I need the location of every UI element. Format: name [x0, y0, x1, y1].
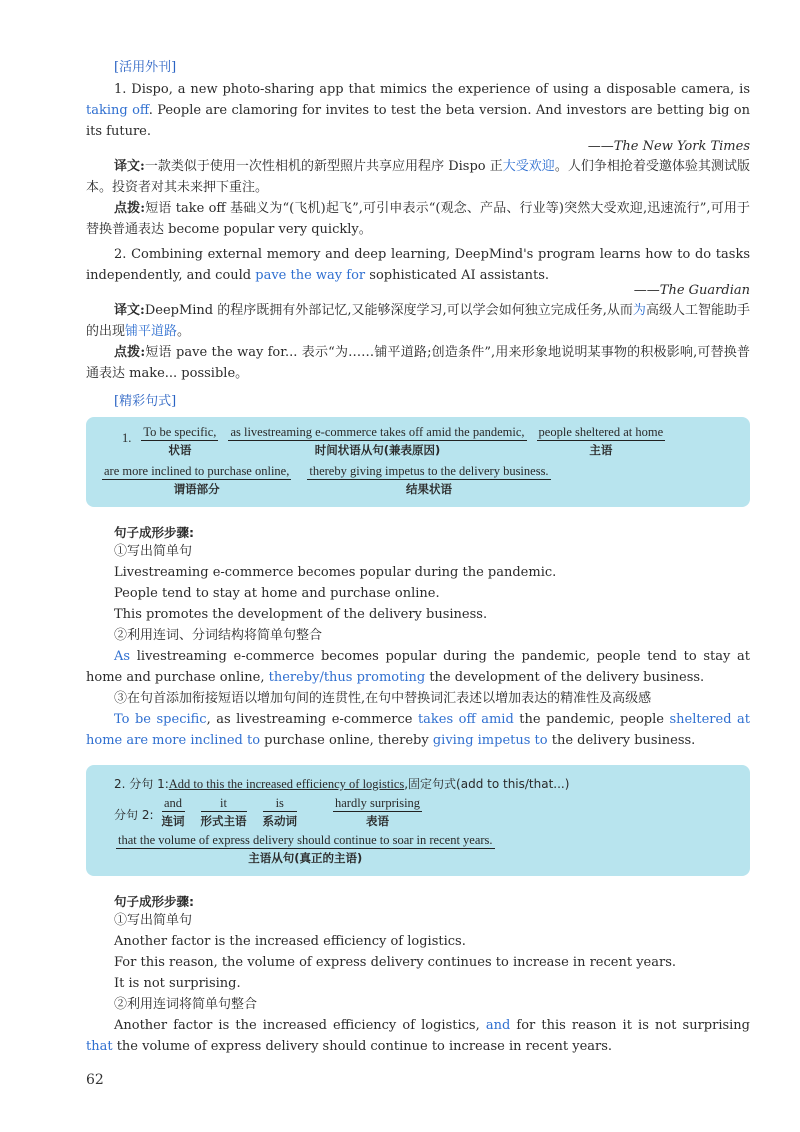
box2-seg: it 形式主语: [200, 796, 247, 828]
box1-seg: people sheltered at home 主语: [538, 425, 664, 457]
steps-2-step-1: ①写出简单句: [114, 913, 193, 928]
steps-2-step-2: ②利用连词将简单句整合: [114, 997, 258, 1012]
steps-1-line-1: Livestreaming e-commerce becomes popular during the pandemic.: [114, 565, 557, 580]
box2-clause-1-note: ,固定句式(add to this/that...): [404, 777, 570, 791]
steps-1-title: 句子成形步骤:: [114, 525, 194, 540]
box2-clause-1: Add to this the increased efficiency of logistics: [168, 777, 405, 791]
page-number: 62: [86, 1072, 104, 1088]
example-1-source: ——The New York Times: [587, 139, 750, 154]
steps-2-line-2: For this reason, the volume of express delivery continues to increase in recent years.: [114, 955, 677, 970]
steps-2-title: 句子成形步骤:: [114, 894, 194, 909]
steps-2-line-1: Another factor is the increased efficiency of logistics.: [114, 934, 466, 949]
steps-1-final: To be specific, as livestreaming e-commerce takes off amid the pandemic, people sheltered at home are more inclined to purchase online, thereby giving impetus to the delivery business.: [86, 712, 750, 748]
box2-seg: and 连词: [161, 796, 185, 828]
sentence-analysis-box-2: [86, 765, 750, 876]
steps-1-line-2: People tend to stay at home and purchase online.: [114, 586, 440, 601]
box2-clause-3: that the volume of express delivery should continue to soar in recent years. 主语从句(真正的主语): [118, 833, 493, 865]
box2-lead: 2. 分句 1:: [114, 777, 169, 791]
box2-seg: hardly surprising 表语: [335, 796, 421, 828]
example-2-tip: 点拨:短语 pave the way for... 表示“为……铺平道路;创造条件”,用来形象地说明某事物的积极影响,可替换普通表达 make... possible。: [86, 345, 750, 381]
example-2-source: ——The Guardian: [633, 283, 750, 298]
example-1-text: 1. Dispo, a new photo-sharing app that mimics the experience of using a disposable camera, is taking off. People are clamoring for invites to test the beta version. And investors are betting big on its future.: [86, 82, 751, 139]
steps-1-step-3: ③在句首添加衔接短语以增加句间的连贯性,在句中替换词汇表述以增加表达的精准性及高级感: [114, 691, 652, 706]
steps-1-step-1: ①写出简单句: [114, 544, 193, 559]
steps-2-combined: Another factor is the increased efficiency of logistics, and for this reason it is not surprising that the volume of express delivery should continue to increase in recent years.: [86, 1018, 751, 1054]
section-heading-sentences: [精彩句式]: [114, 394, 177, 409]
example-2-text: 2. Combining external memory and deep learning, DeepMind's program learns how to do tasks independently, and could pave the way for sophisticated AI assistants.: [86, 247, 750, 283]
box2-lead-2: 分句 2:: [114, 808, 154, 822]
box1-number: 1.: [122, 431, 132, 445]
steps-1-line-3: This promotes the development of the delivery business.: [114, 607, 488, 622]
box1-seg: are more inclined to purchase online, 谓语部分: [104, 464, 290, 496]
sentence-analysis-box-1: [86, 417, 750, 507]
steps-1-combined: As livestreaming e-commerce becomes popular during the pandemic, people tend to stay at home and purchase online, thereby/thus promoting the development of the delivery business.: [86, 649, 750, 685]
box1-seg: as livestreaming e-commerce takes off amid the pandemic, 时间状语从句(兼表原因): [230, 425, 525, 457]
example-1-translation: 译文:一款类似于使用一次性相机的新型照片共享应用程序 Dispo 正大受欢迎。人们争相抢着受邀体验其测试版本。投资者对其未来押下重注。: [86, 159, 750, 195]
example-2-translation: 译文:DeepMind 的程序既拥有外部记忆,又能够深度学习,可以学会如何独立完成任务,从而为高级人工智能助手的出现铺平道路。: [86, 303, 750, 339]
box1-seg: To be specific, 状语: [143, 425, 217, 457]
page-content: [86, 56, 750, 1057]
steps-1-step-2: ②利用连词、分词结构将简单句整合: [114, 628, 323, 643]
example-1-tip: 点拨:短语 take off 基础义为“(飞机)起飞”,可引申表示“(观念、产品、行业等)突然大受欢迎,迅速流行”,可用于替换普通表达 become popular very quickly。: [86, 201, 750, 237]
steps-2-line-3: It is not surprising.: [114, 976, 241, 991]
box1-seg: thereby giving impetus to the delivery business. 结果状语: [309, 464, 549, 496]
box2-seg: is 系动词: [262, 796, 297, 828]
section-heading-usage: [活用外刊]: [114, 60, 177, 75]
